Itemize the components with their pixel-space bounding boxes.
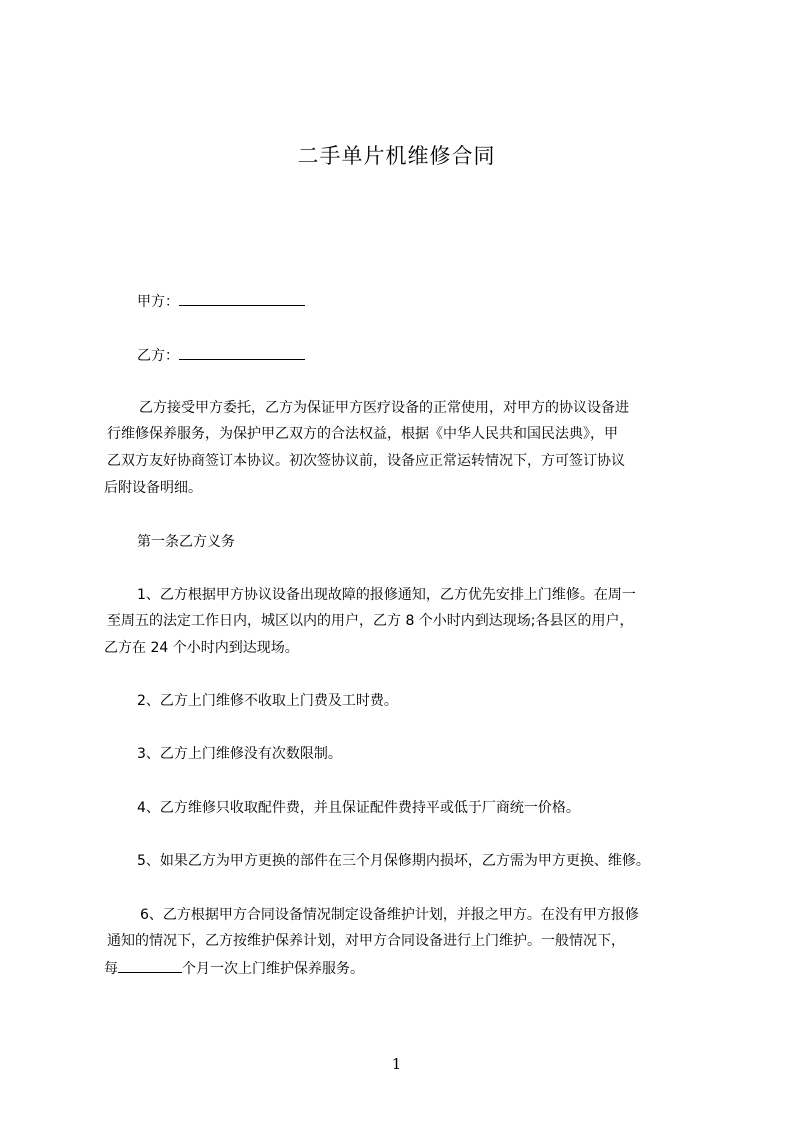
intro-line-2: 行维修保养服务，为保护甲乙双方的合法权益，根据《中华人民共和国民法典》，甲 (107, 426, 618, 442)
clause-6-line-1: 6、乙方根据甲方合同设备情况制定设备维护计划，并报之甲方。在没有甲方报修 (140, 907, 639, 923)
clause-6-line-2: 通知的情况下，乙方按维护保养计划，对甲方合同设备进行上门维护。一般情况下， (107, 933, 625, 949)
article-1-heading: 第一条乙方义务 (137, 534, 235, 550)
clause-4: 4、乙方维修只收取配件费，并且保证配件费持平或低于厂商统一价格。 (137, 800, 580, 816)
intro-line-1: 乙方接受甲方委托，乙方为保证甲方医疗设备的正常使用，对甲方的协议设备进 (139, 400, 629, 416)
clause-1-line-2: 至周五的法定工作日内，城区以内的用户，乙方 8 个小时内到达现场;各县区的用户， (107, 613, 634, 629)
clause-6-prefix: 每 (104, 961, 118, 977)
page-number: 1 (391, 1055, 402, 1073)
clause-6-line-3 (104, 958, 364, 979)
document-title: 二手单片机维修合同 (297, 144, 496, 168)
party-b-line (137, 345, 305, 366)
party-a-line (137, 291, 305, 312)
maintenance-interval-blank[interactable] (118, 958, 182, 973)
clause-6-suffix: 个月一次上门维护保养服务。 (182, 961, 364, 977)
clause-1-line-1: 1、乙方根据甲方协议设备出现故障的报修通知，乙方优先安排上门维修。在周一 (137, 587, 636, 603)
clause-5: 5、如果乙方为甲方更换的部件在三个月保修期内损坏，乙方需为甲方更换、维修。 (137, 853, 650, 869)
intro-line-3: 乙双方友好协商签订本协议。初次签协议前，设备应正常运转情况下，方可签订协议 (107, 453, 625, 469)
party-a-blank[interactable] (179, 291, 305, 306)
clause-2: 2、乙方上门维修不收取上门费及工时费。 (137, 693, 398, 709)
clause-1-line-3: 乙方在 24 个小时内到达现场。 (104, 640, 299, 656)
clause-3: 3、乙方上门维修没有次数限制。 (137, 746, 342, 762)
intro-line-4: 后附设备明细。 (104, 480, 202, 496)
party-b-label: 乙方： (137, 348, 179, 364)
party-b-blank[interactable] (179, 345, 305, 360)
party-a-label: 甲方： (137, 294, 179, 310)
